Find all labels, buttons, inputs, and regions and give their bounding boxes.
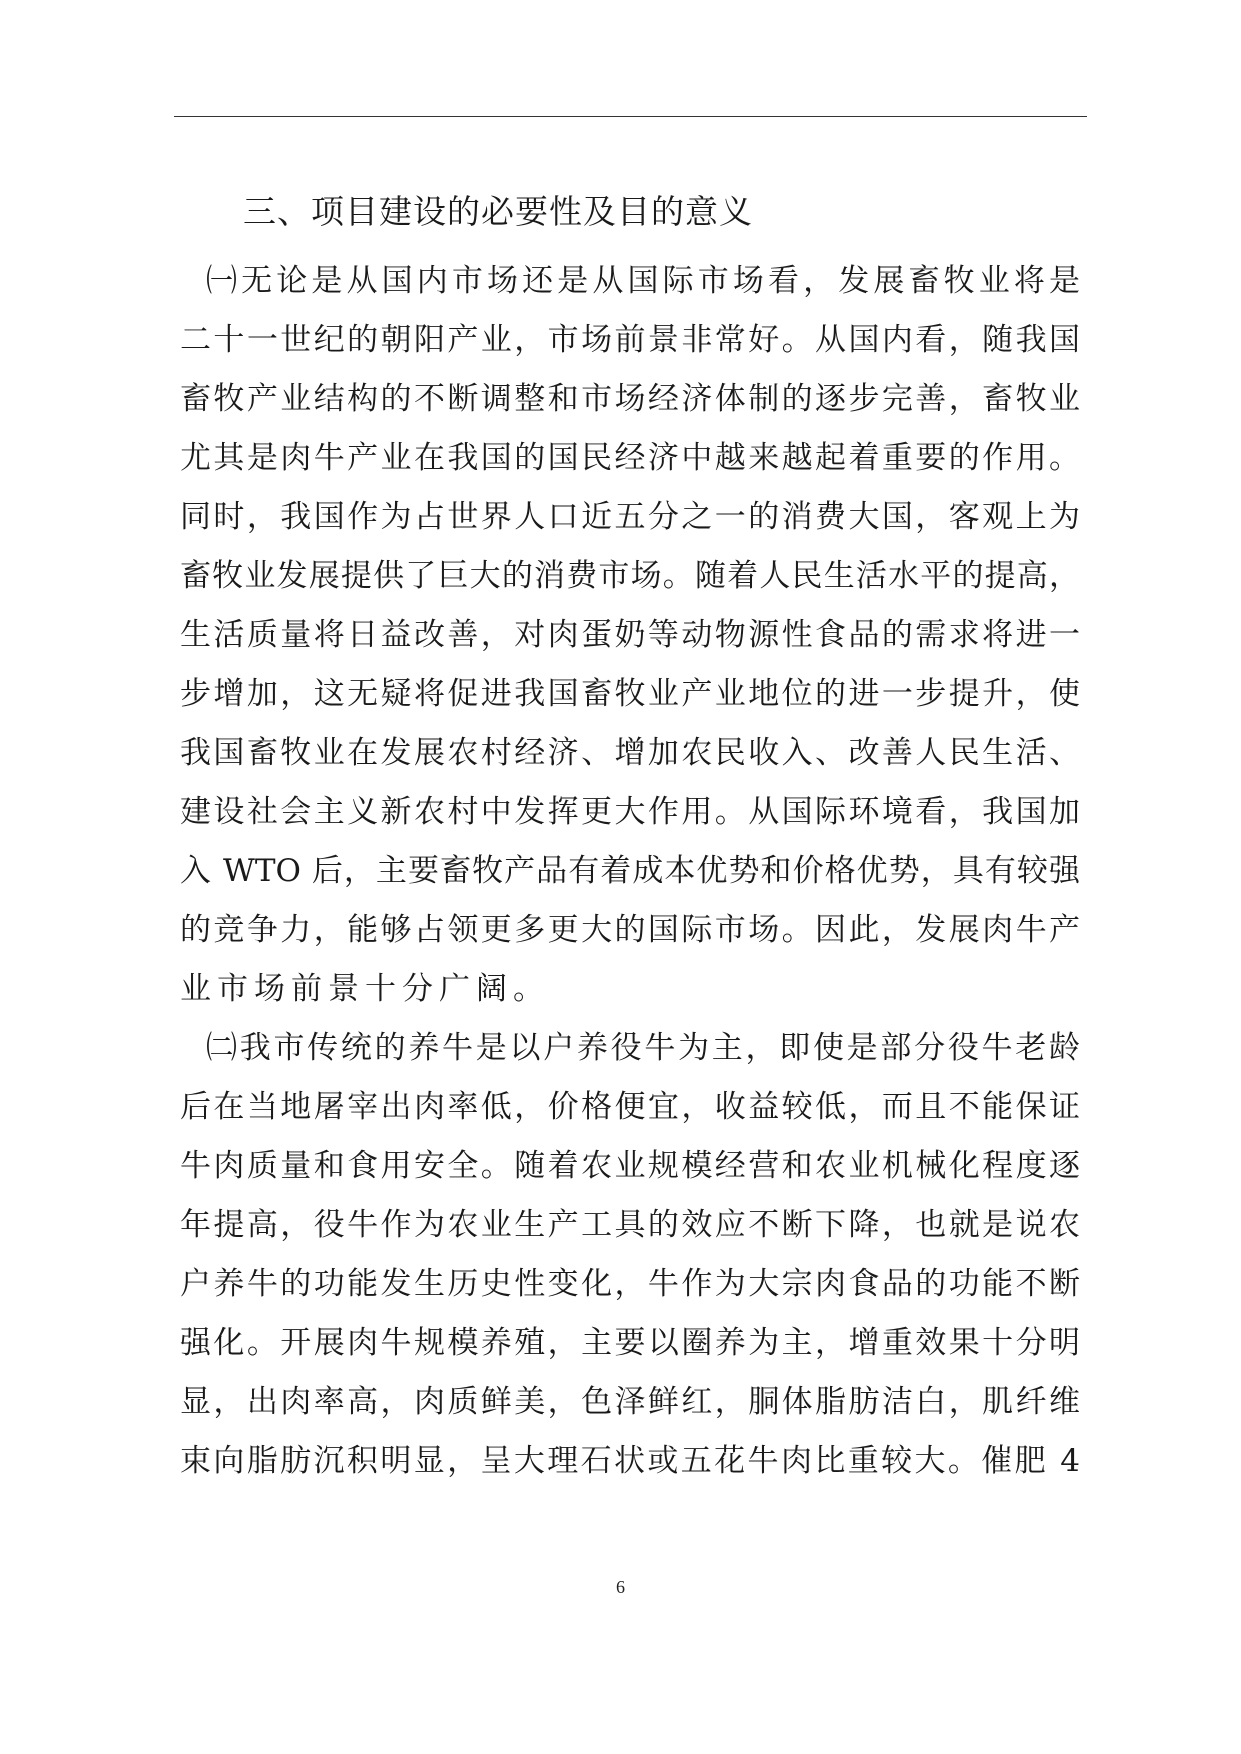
paragraph-2-line-5: 户养牛的功能发生历史性变化，牛作为大宗肉食品的功能不断: [180, 1266, 1080, 1302]
paragraph-2-line-8: 束向脂肪沉积明显，呈大理石状或五花牛肉比重较大。催肥 4: [180, 1443, 1080, 1479]
paragraph-2-line-7: 显，出肉率高，肉质鲜美，色泽鲜红，胴体脂肪洁白，肌纤维: [180, 1384, 1080, 1420]
paragraph-2-line-6: 强化。开展肉牛规模养殖，主要以圈养为主，增重效果十分明: [180, 1325, 1080, 1361]
header-rule: [174, 116, 1087, 117]
paragraph-1-line-2: 二十一世纪的朝阳产业，市场前景非常好。从国内看，随我国: [180, 322, 1080, 358]
paragraph-1-line-11: 入 WTO 后，主要畜牧产品有着成本优势和价格优势，具有较强: [180, 853, 1080, 889]
paragraph-2-line-3: 牛肉质量和食用安全。随着农业规模经营和农业机械化程度逐: [180, 1148, 1080, 1184]
paragraph-1-line-7: 生活质量将日益改善，对肉蛋奶等动物源性食品的需求将进一: [180, 617, 1080, 653]
page-number: 6: [616, 1577, 625, 1597]
paragraph-1-line-13: 业市场前景十分广阔。: [180, 971, 550, 1007]
paragraph-1-line-1: ㈠无论是从国内市场还是从国际市场看，发展畜牧业将是: [206, 263, 1080, 299]
paragraph-1-line-4: 尤其是肉牛产业在我国的国民经济中越来越起着重要的作用。: [180, 440, 1080, 476]
paragraph-1-line-3: 畜牧产业结构的不断调整和市场经济体制的逐步完善，畜牧业: [180, 381, 1080, 417]
paragraph-1-line-12: 的竞争力，能够占领更多更大的国际市场。因此，发展肉牛产: [180, 912, 1080, 948]
paragraph-2-line-2: 后在当地屠宰出肉率低，价格便宜，收益较低，而且不能保证: [180, 1089, 1080, 1125]
paragraph-1-line-8: 步增加，这无疑将促进我国畜牧业产业地位的进一步提升，使: [180, 676, 1080, 712]
paragraph-2-line-4: 年提高，役牛作为农业生产工具的效应不断下降，也就是说农: [180, 1207, 1080, 1243]
paragraph-1-line-6: 畜牧业发展提供了巨大的消费市场。随着人民生活水平的提高，: [180, 558, 1080, 594]
paragraph-1-line-10: 建设社会主义新农村中发挥更大作用。从国际环境看，我国加: [180, 794, 1080, 830]
body-text: [180, 252, 1080, 1491]
paragraph-1-line-5: 同时，我国作为占世界人口近五分之一的消费大国，客观上为: [180, 499, 1080, 535]
paragraph-2-line-1: ㈡我市传统的养牛是以户养役牛为主，即使是部分役牛老龄: [206, 1030, 1080, 1066]
section-heading: 三、项目建设的必要性及目的意义: [243, 192, 753, 231]
paragraph-1-line-9: 我国畜牧业在发展农村经济、增加农民收入、改善人民生活、: [180, 735, 1080, 771]
